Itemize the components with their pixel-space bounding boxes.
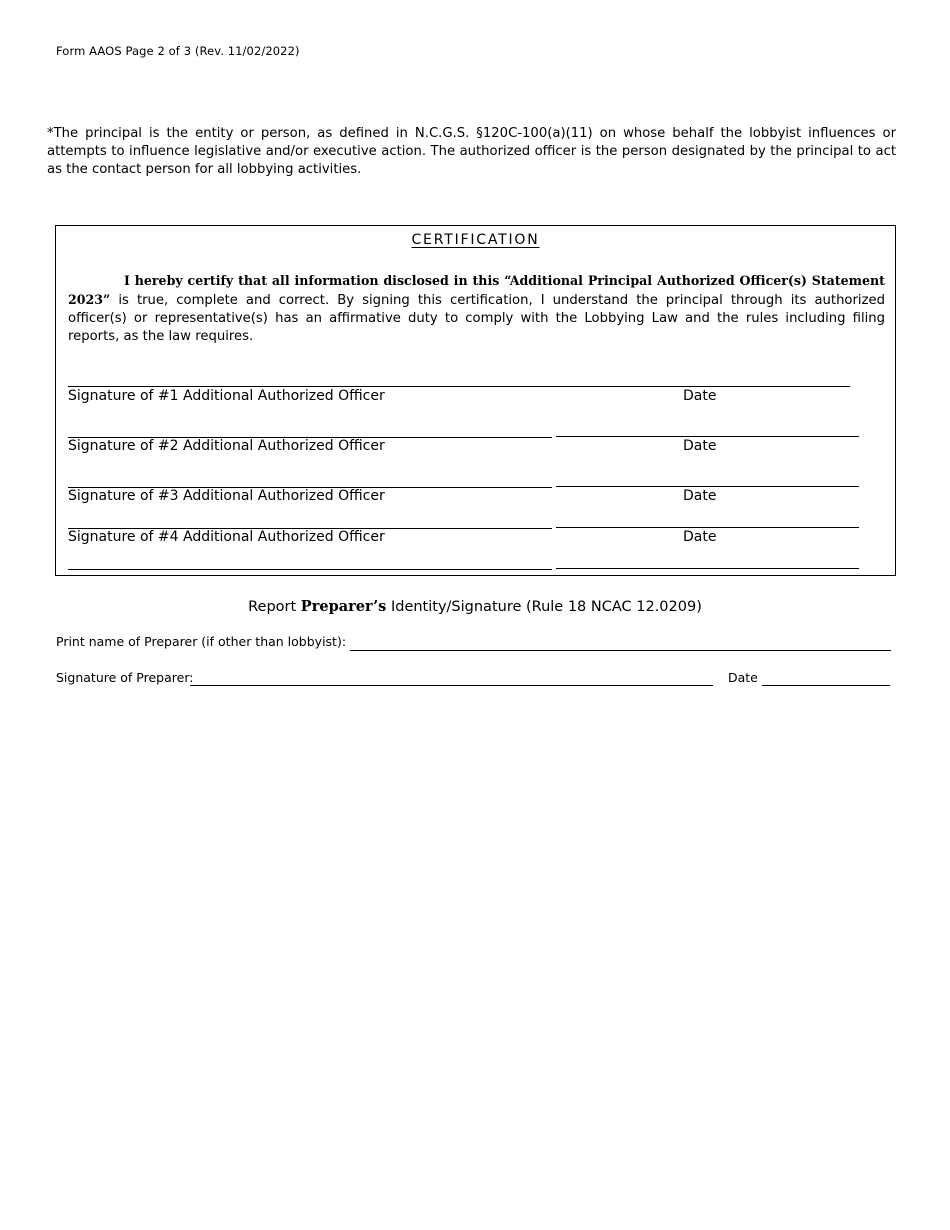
date-label-4: Date (683, 529, 717, 545)
date-line-1[interactable] (556, 436, 859, 437)
date-line-4[interactable] (556, 568, 859, 569)
date-label-1: Date (683, 388, 717, 404)
preparer-signature-label: Signature of Preparer: (56, 670, 194, 685)
preparer-date-label: Date (728, 670, 758, 685)
date-line-3[interactable] (556, 527, 859, 528)
form-header: Form AAOS Page 2 of 3 (Rev. 11/02/2022) (56, 44, 300, 58)
preparer-date-line[interactable] (762, 685, 890, 686)
signature-label-1: Signature of #1 Additional Authorized Officer (68, 388, 385, 404)
date-label-3: Date (683, 488, 717, 504)
signature-label-2: Signature of #2 Additional Authorized Officer (68, 438, 385, 454)
certification-statement (68, 272, 885, 346)
certification-body: is true, complete and correct. By signing this certification, I understand the principal through its authorized officer(s) or representative(s) has an affirmative duty to comply with the Lobbying Law and the rules including filing reports, as the law requires. (68, 293, 885, 344)
date-line-2[interactable] (556, 486, 859, 487)
signature-label-3: Signature of #3 Additional Authorized Officer (68, 488, 385, 504)
certification-box (55, 225, 896, 576)
preparer-print-name-label: Print name of Preparer (if other than lobbyist): (56, 634, 347, 649)
preparer-signature-line[interactable] (190, 685, 713, 686)
certification-title: CERTIFICATION (411, 232, 540, 248)
preparer-print-name-line[interactable] (350, 650, 891, 651)
principal-footnote: *The principal is the entity or person, as defined in N.C.G.S. §120C-100(a)(11) on whose behalf the lobbyist influences or attempts to influence legislative and/or executive action. The authorized officer is the person designated by the principal to act as the contact person for all lobbying activities. (47, 126, 896, 177)
date-label-2: Date (683, 438, 717, 454)
preparer-section-title: Report Preparer’s Identity/Signature (Rule 18 NCAC 12.0209) (248, 598, 702, 615)
certification-lead: I hereby certify that all information disclosed in this “Additional Principal Authorized Officer(s) Statement 2023” (68, 273, 885, 307)
signature-line-5[interactable] (68, 569, 552, 570)
signature-line-1[interactable] (68, 386, 850, 387)
signature-label-4: Signature of #4 Additional Authorized Officer (68, 529, 385, 545)
